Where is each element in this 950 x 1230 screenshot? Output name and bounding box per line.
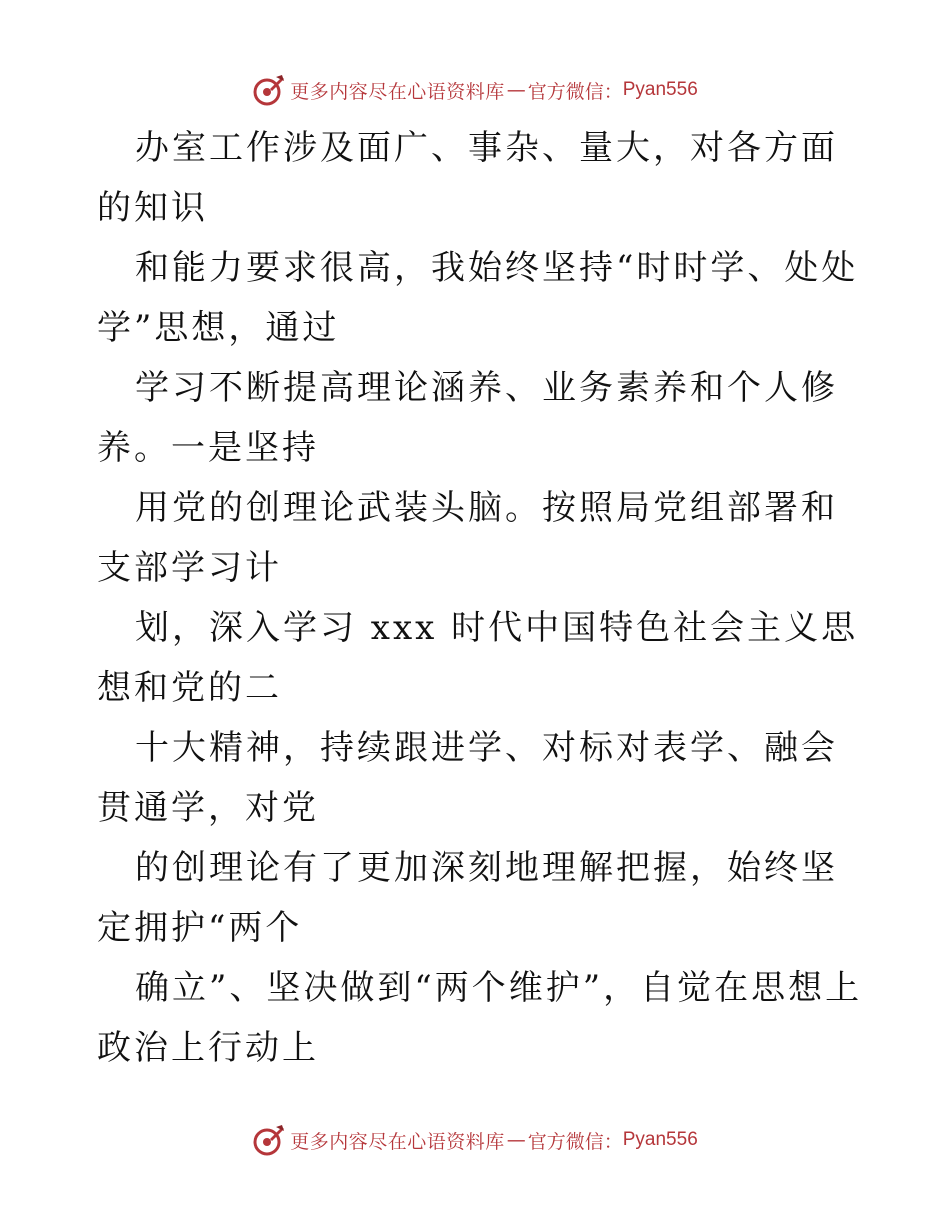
paragraph-7: 的创理论有了更加深刻地理解把握，始终坚定拥护“两个	[97, 848, 838, 948]
header-site-name: 更多内容尽在心语资料库	[290, 80, 505, 103]
header-wechat-id: Pyan556	[622, 79, 698, 100]
paragraph-5: 划，深入学习 xxx 时代中国特色社会主义思想和党的二	[97, 608, 859, 708]
header-dash: —	[506, 79, 526, 101]
paragraph-1: 办室工作涉及面广、事杂、量大，对各方面的知识	[97, 128, 838, 228]
pen-nib-logo-icon	[252, 1123, 286, 1157]
footer-dash: —	[506, 1129, 526, 1151]
paragraph-8: 确立”、坚决做到“两个维护”，自觉在思想上政治上行动上	[97, 968, 863, 1068]
header-banner	[0, 70, 950, 110]
footer-site-name: 更多内容尽在心语资料库	[290, 1130, 505, 1153]
paragraph-4: 用党的创理论武装头脑。按照局党组部署和支部学习计	[97, 488, 838, 588]
pen-nib-logo-icon	[252, 73, 286, 107]
paragraph-2: 和能力要求很高，我始终坚持“时时学、处处学”思想，通过	[97, 248, 859, 348]
header-wechat-label: 官方微信：	[527, 80, 623, 103]
paragraph-3: 学习不断提高理论涵养、业务素养和个人修养。一是坚持	[97, 368, 838, 468]
footer-wechat-id: Pyan556	[622, 1129, 698, 1150]
paragraph-6: 十大精神，持续跟进学、对标对表学、融会贯通学，对党	[97, 728, 838, 828]
footer-banner	[0, 1120, 950, 1160]
document-body	[97, 118, 867, 1078]
footer-wechat-label: 官方微信：	[527, 1130, 623, 1153]
